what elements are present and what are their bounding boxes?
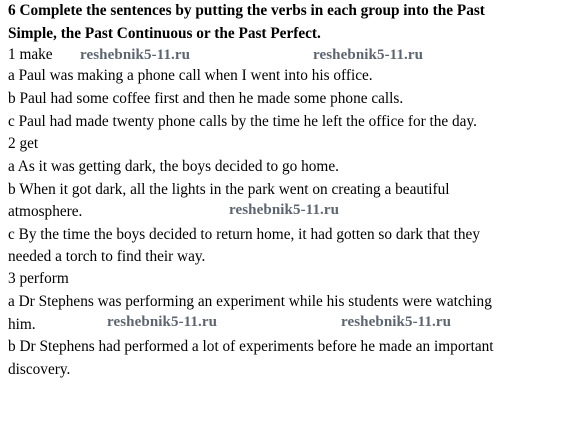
sentence-2a: a As it was getting dark, the boys decided to go home.	[8, 158, 339, 175]
sentence-2c-continued: needed a torch to find their way.	[8, 248, 206, 265]
exercise-heading-line-2: Simple, the Past Continuous or the Past Perfect.	[8, 25, 321, 42]
watermark-text: reshebnik5-11.ru	[313, 47, 424, 63]
watermark-text: reshebnik5-11.ru	[107, 314, 218, 330]
sentence-3b-continued: discovery.	[8, 361, 71, 378]
watermark-text: reshebnik5-11.ru	[80, 47, 191, 63]
sentence-3b: b Dr Stephens had performed a lot of experiments before he made an important	[8, 338, 494, 355]
sentence-1b: b Paul had some coffee first and then he made some phone calls.	[8, 90, 404, 107]
group-label-get: 2 get	[8, 135, 39, 152]
sentence-3a: a Dr Stephens was performing an experiment while his students were watching	[8, 293, 492, 310]
exercise-heading-line-1: 6 Complete the sentences by putting the verbs in each group into the Past	[8, 2, 485, 19]
sentence-2c: c By the time the boys decided to return home, it had gotten so dark that they	[8, 226, 480, 243]
group-label-make: 1 make	[8, 46, 53, 63]
sentence-2b-continued: atmosphere.	[8, 203, 83, 220]
group-label-perform: 3 perform	[8, 270, 69, 287]
watermark-text: reshebnik5-11.ru	[341, 314, 452, 330]
sentence-1a: a Paul was making a phone call when I went into his office.	[8, 67, 373, 84]
sentence-1c: c Paul had made twenty phone calls by the time he left the office for the day.	[8, 113, 477, 130]
sentence-2b: b When it got dark, all the lights in the park went on creating a beautiful	[8, 181, 450, 198]
watermark-text: reshebnik5-11.ru	[229, 202, 340, 218]
sentence-3a-continued: him.	[8, 316, 36, 333]
